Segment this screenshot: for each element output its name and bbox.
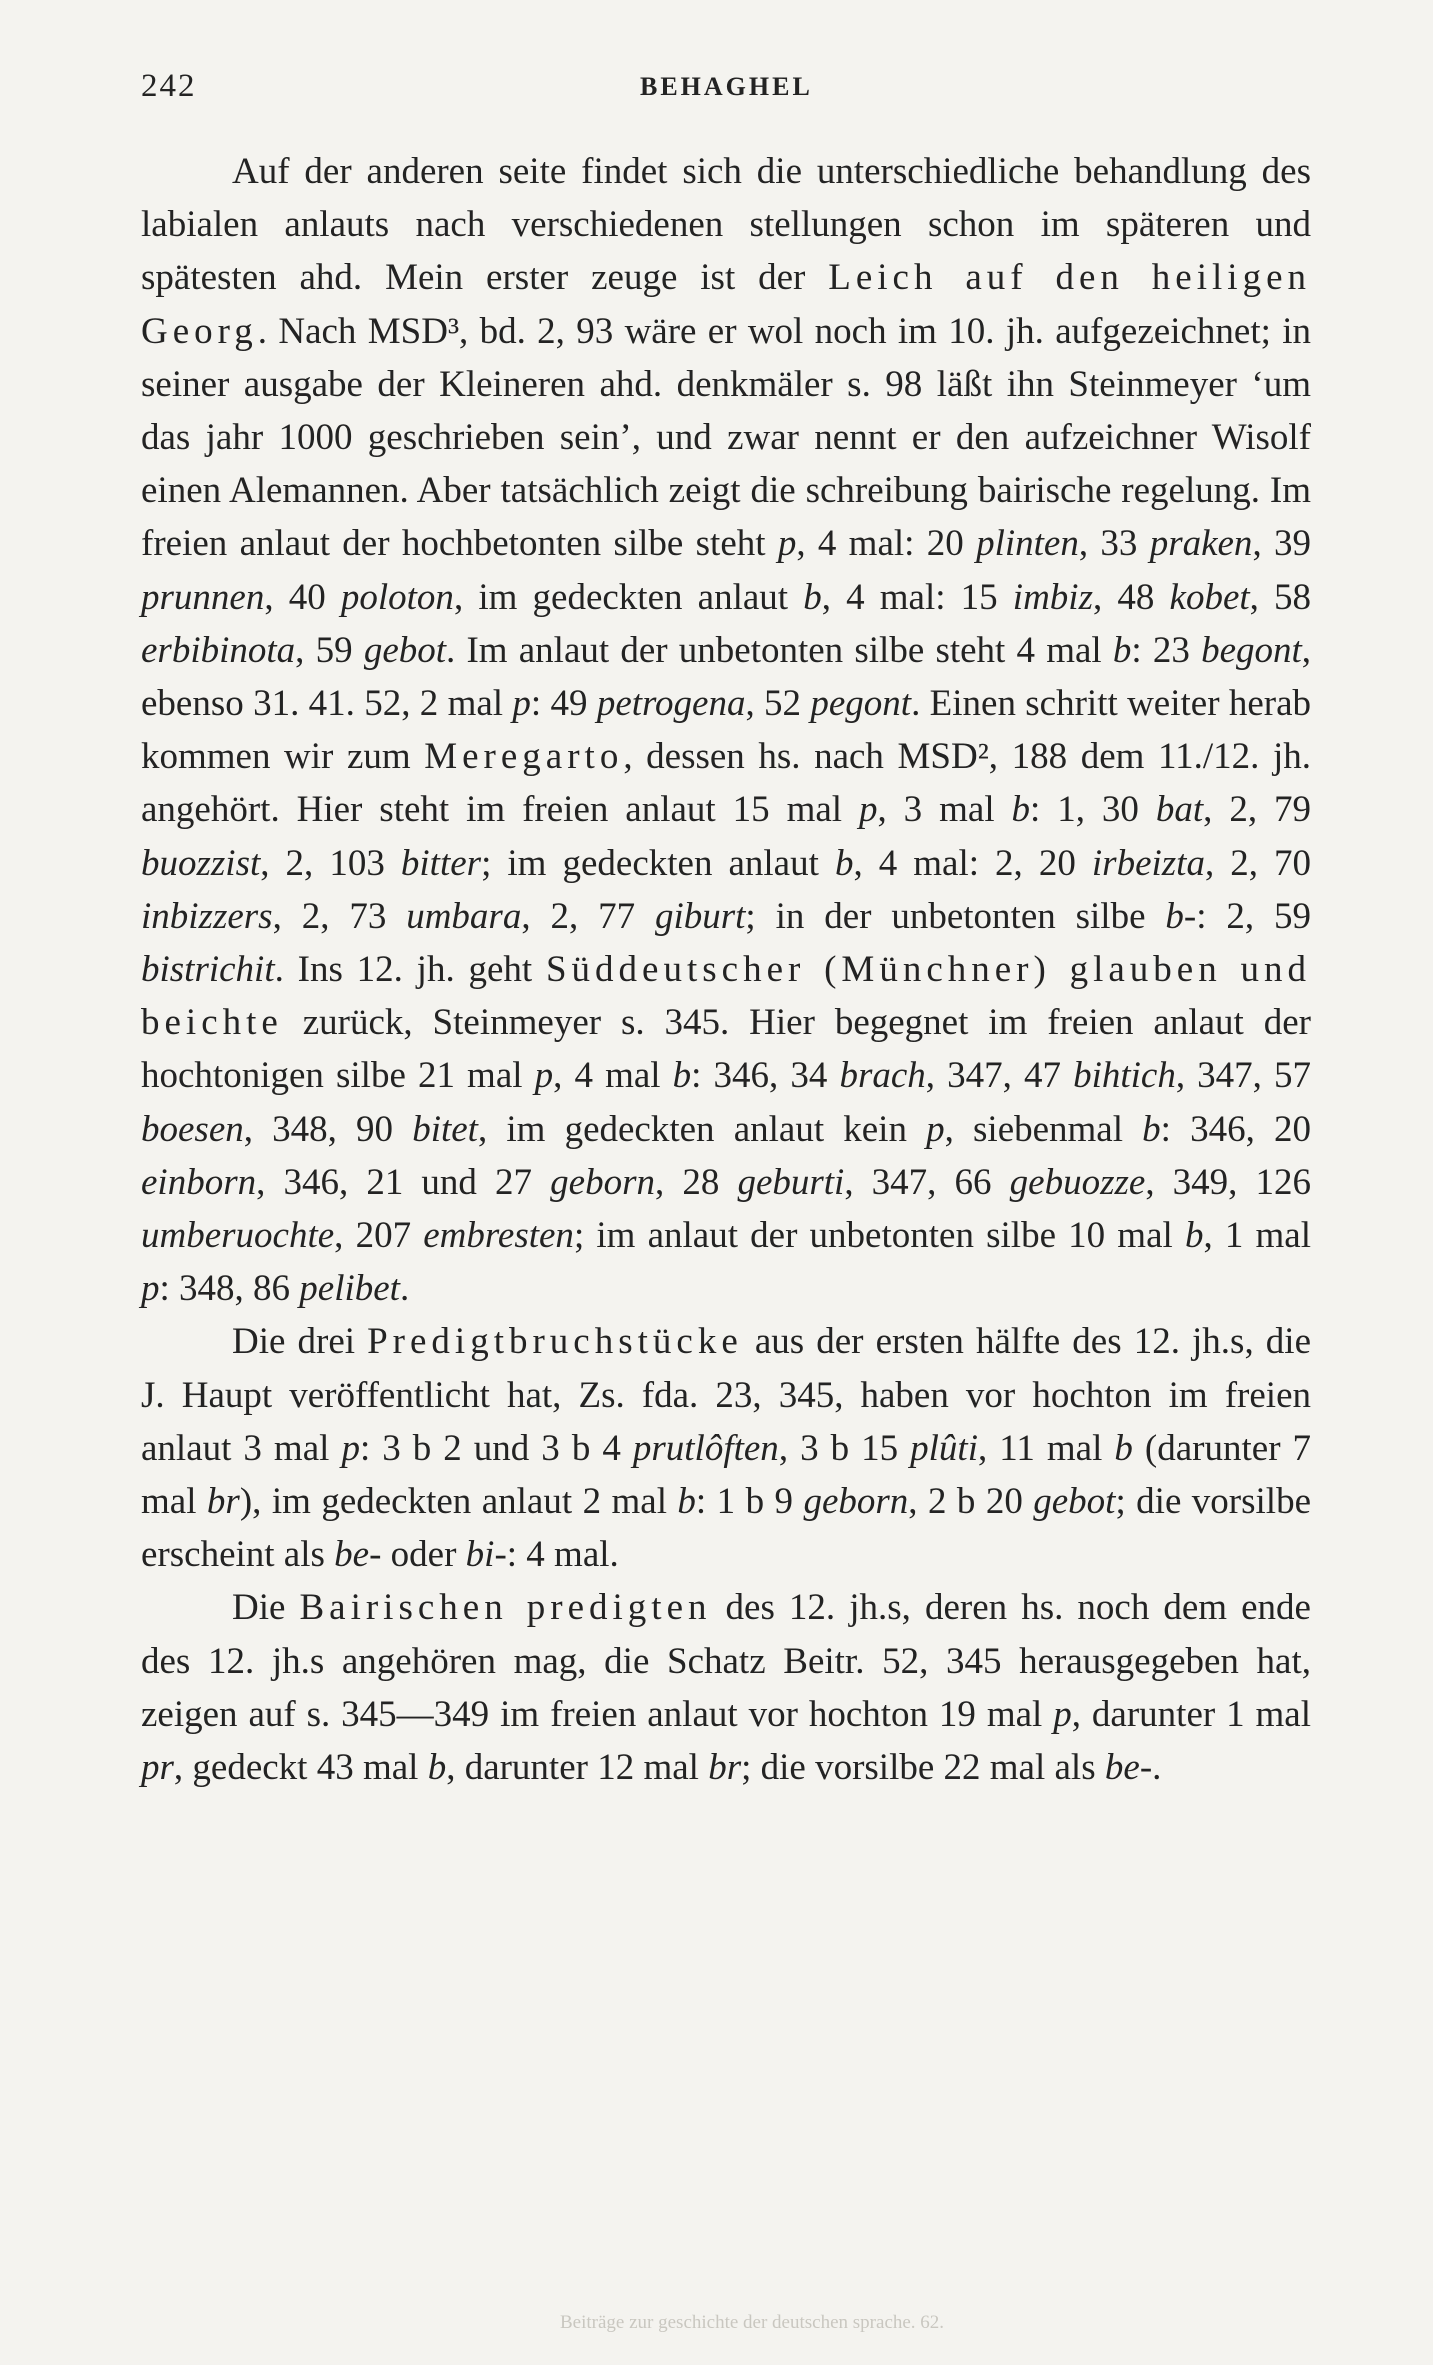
running-head: BEHAGHEL <box>640 72 813 101</box>
paragraph-3: Die Bairischen predigten des 12. jh.s, deren hs. noch dem ende des 12. jh.s angehören mag, die Schatz Beitr. 52, 345 herausgegeben hat, zeigen auf s. 345—349 im freien anlaut vor hochton 19 mal p, darunter 1 mal pr, gedeckt 43 mal b, darunter 12 mal br; die vorsilbe 22 mal als be-. <box>141 1587 1311 1789</box>
paragraph-1: Auf der anderen seite findet sich die unterschiedliche behandlung des labialen anlauts nach verschiedenen stellungen schon im späteren und spätesten ahd. Mein erster zeuge ist der Leich auf den heiligen Georg. Nach MSD³, bd. 2, 93 wäre er wol noch im 10. jh. aufgezeichnet; in seiner ausgabe der Kleineren ahd. denkmäler s. 98 läßt ihn Steinmeyer ‘um das jahr 1000 geschrieben sein’, und zwar nennt er den aufzeichner Wisolf einen Alemannen. Aber tatsächlich zeigt die schreibung bairische regelung. Im freien anlaut der hochbetonten silbe steht p, 4 mal: 20 plinten, 33 praken, 39 prunnen, 40 poloton, im gedeckten anlaut b, 4 mal: 15 imbiz, 48 kobet, 58 erbibinota, 59 gebot. Im anlaut der unbetonten silbe steht 4 mal b: 23 begont, ebenso 31. 41. 52, 2 mal p: 49 petrogena, 52 pegont. Einen schritt weiter herab kommen wir zum Meregarto, dessen hs. nach MSD², 188 dem 11./12. jh. angehört. Hier steht im freien anlaut 15 mal p, 3 mal b: 1, 30 bat, 2, 79 buozzist, 2, 103 bitter; im gedeckten anlaut b, 4 mal: 2, 20 irbeizta, 2, 70 inbizzers, 2, 73 umbara, 2, 77 giburt; in der unbetonten silbe b-: 2, 59 bistrichit. Ins 12. jh. geht Süddeutscher (Münchner) glauben und beichte zurück, Steinmeyer s. 345. Hier begegnet im freien anlaut der hochtonigen silbe 21 mal p, 4 mal b: 346, 34 brach, 347, 47 bihtich, 347, 57 boesen, 348, 90 bitet, im gedeckten anlaut kein p, siebenmal b: 346, 20 einborn, 346, 21 und 27 geborn, 28 geburti, 347, 66 gebuozze, 349, 126 umberuochte, 207 embresten; im anlaut der unbetonten silbe 10 mal b, 1 mal p: 348, 86 pelibet. <box>141 151 1312 1310</box>
paragraph-2: Die drei Predigtbruchstücke aus der ersten hälfte des 12. jh.s, die J. Haupt veröffentlicht hat, Zs. fda. 23, 345, haben vor hochton im freien anlaut 3 mal p: 3 b 2 und 3 b 4 prutlôften, 3 b 15 plûti, 11 mal b (darunter 7 mal br), im gedeckten anlaut 2 mal b: 1 b 9 geborn, 2 b 20 gebot; die vorsilbe erscheint als be- oder bi-: 4 mal. <box>141 1321 1312 1576</box>
bleed-through-footer: Beiträge zur geschichte der deutschen sprache. 62. <box>560 2312 945 2333</box>
page-number: 242 <box>141 68 197 104</box>
body-text <box>141 145 1311 1794</box>
